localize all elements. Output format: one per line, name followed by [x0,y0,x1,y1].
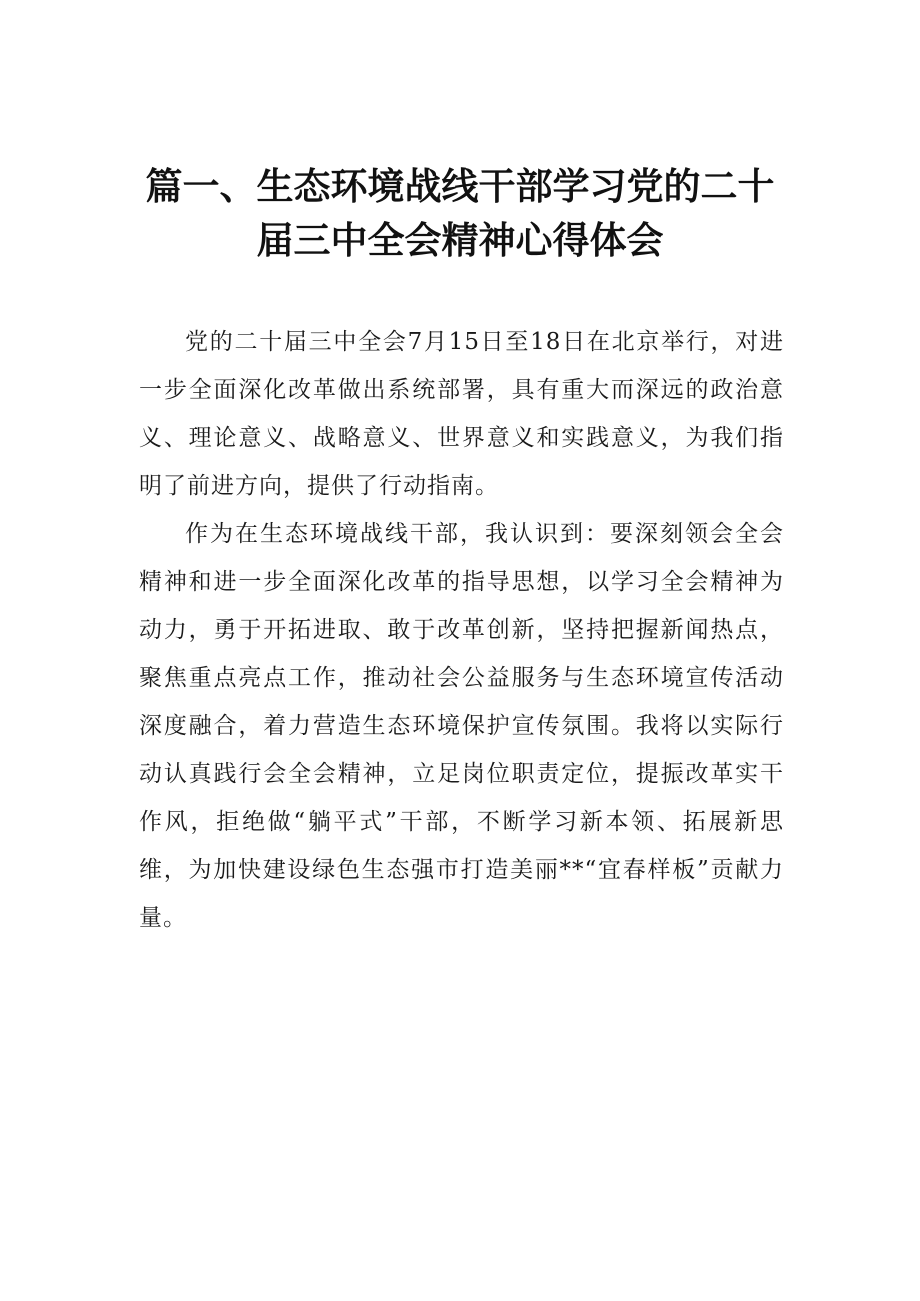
paragraph-2: 作为在生态环境战线干部，我认识到：要深刻领会全会精神和进一步全面深化改革的指导思想，以学习全会精神为动力，勇于开拓进取、敢于改革创新，坚持把握新闻热点，聚焦重点亮点工作，推动社会公益服务与生态环境宣传活动深度融合，着力营造生态环境保护宣传氛围。我将以实际行动认真践行会全会精神，立足岗位职责定位，提振改革实干作风，拒绝做“躺平式”干部，不断学习新本领、拓展新思维，为加快建设绿色生态强市打造美丽**“宜春样板”贡献力量。 [139,521,784,931]
paragraph-1: 党的二十届三中全会7月15日至18日在北京举行，对进一步全面深化改革做出系统部署，具有重大而深远的政治意义、理论意义、战略意义、世界意义和实践意义，为我们指明了前进方向，提供了行动指南。 [139,329,784,499]
document-title: 篇一、生态环境战线干部学习党的二十届三中全会精神心得体会 [145,165,775,262]
document-body [139,318,784,942]
